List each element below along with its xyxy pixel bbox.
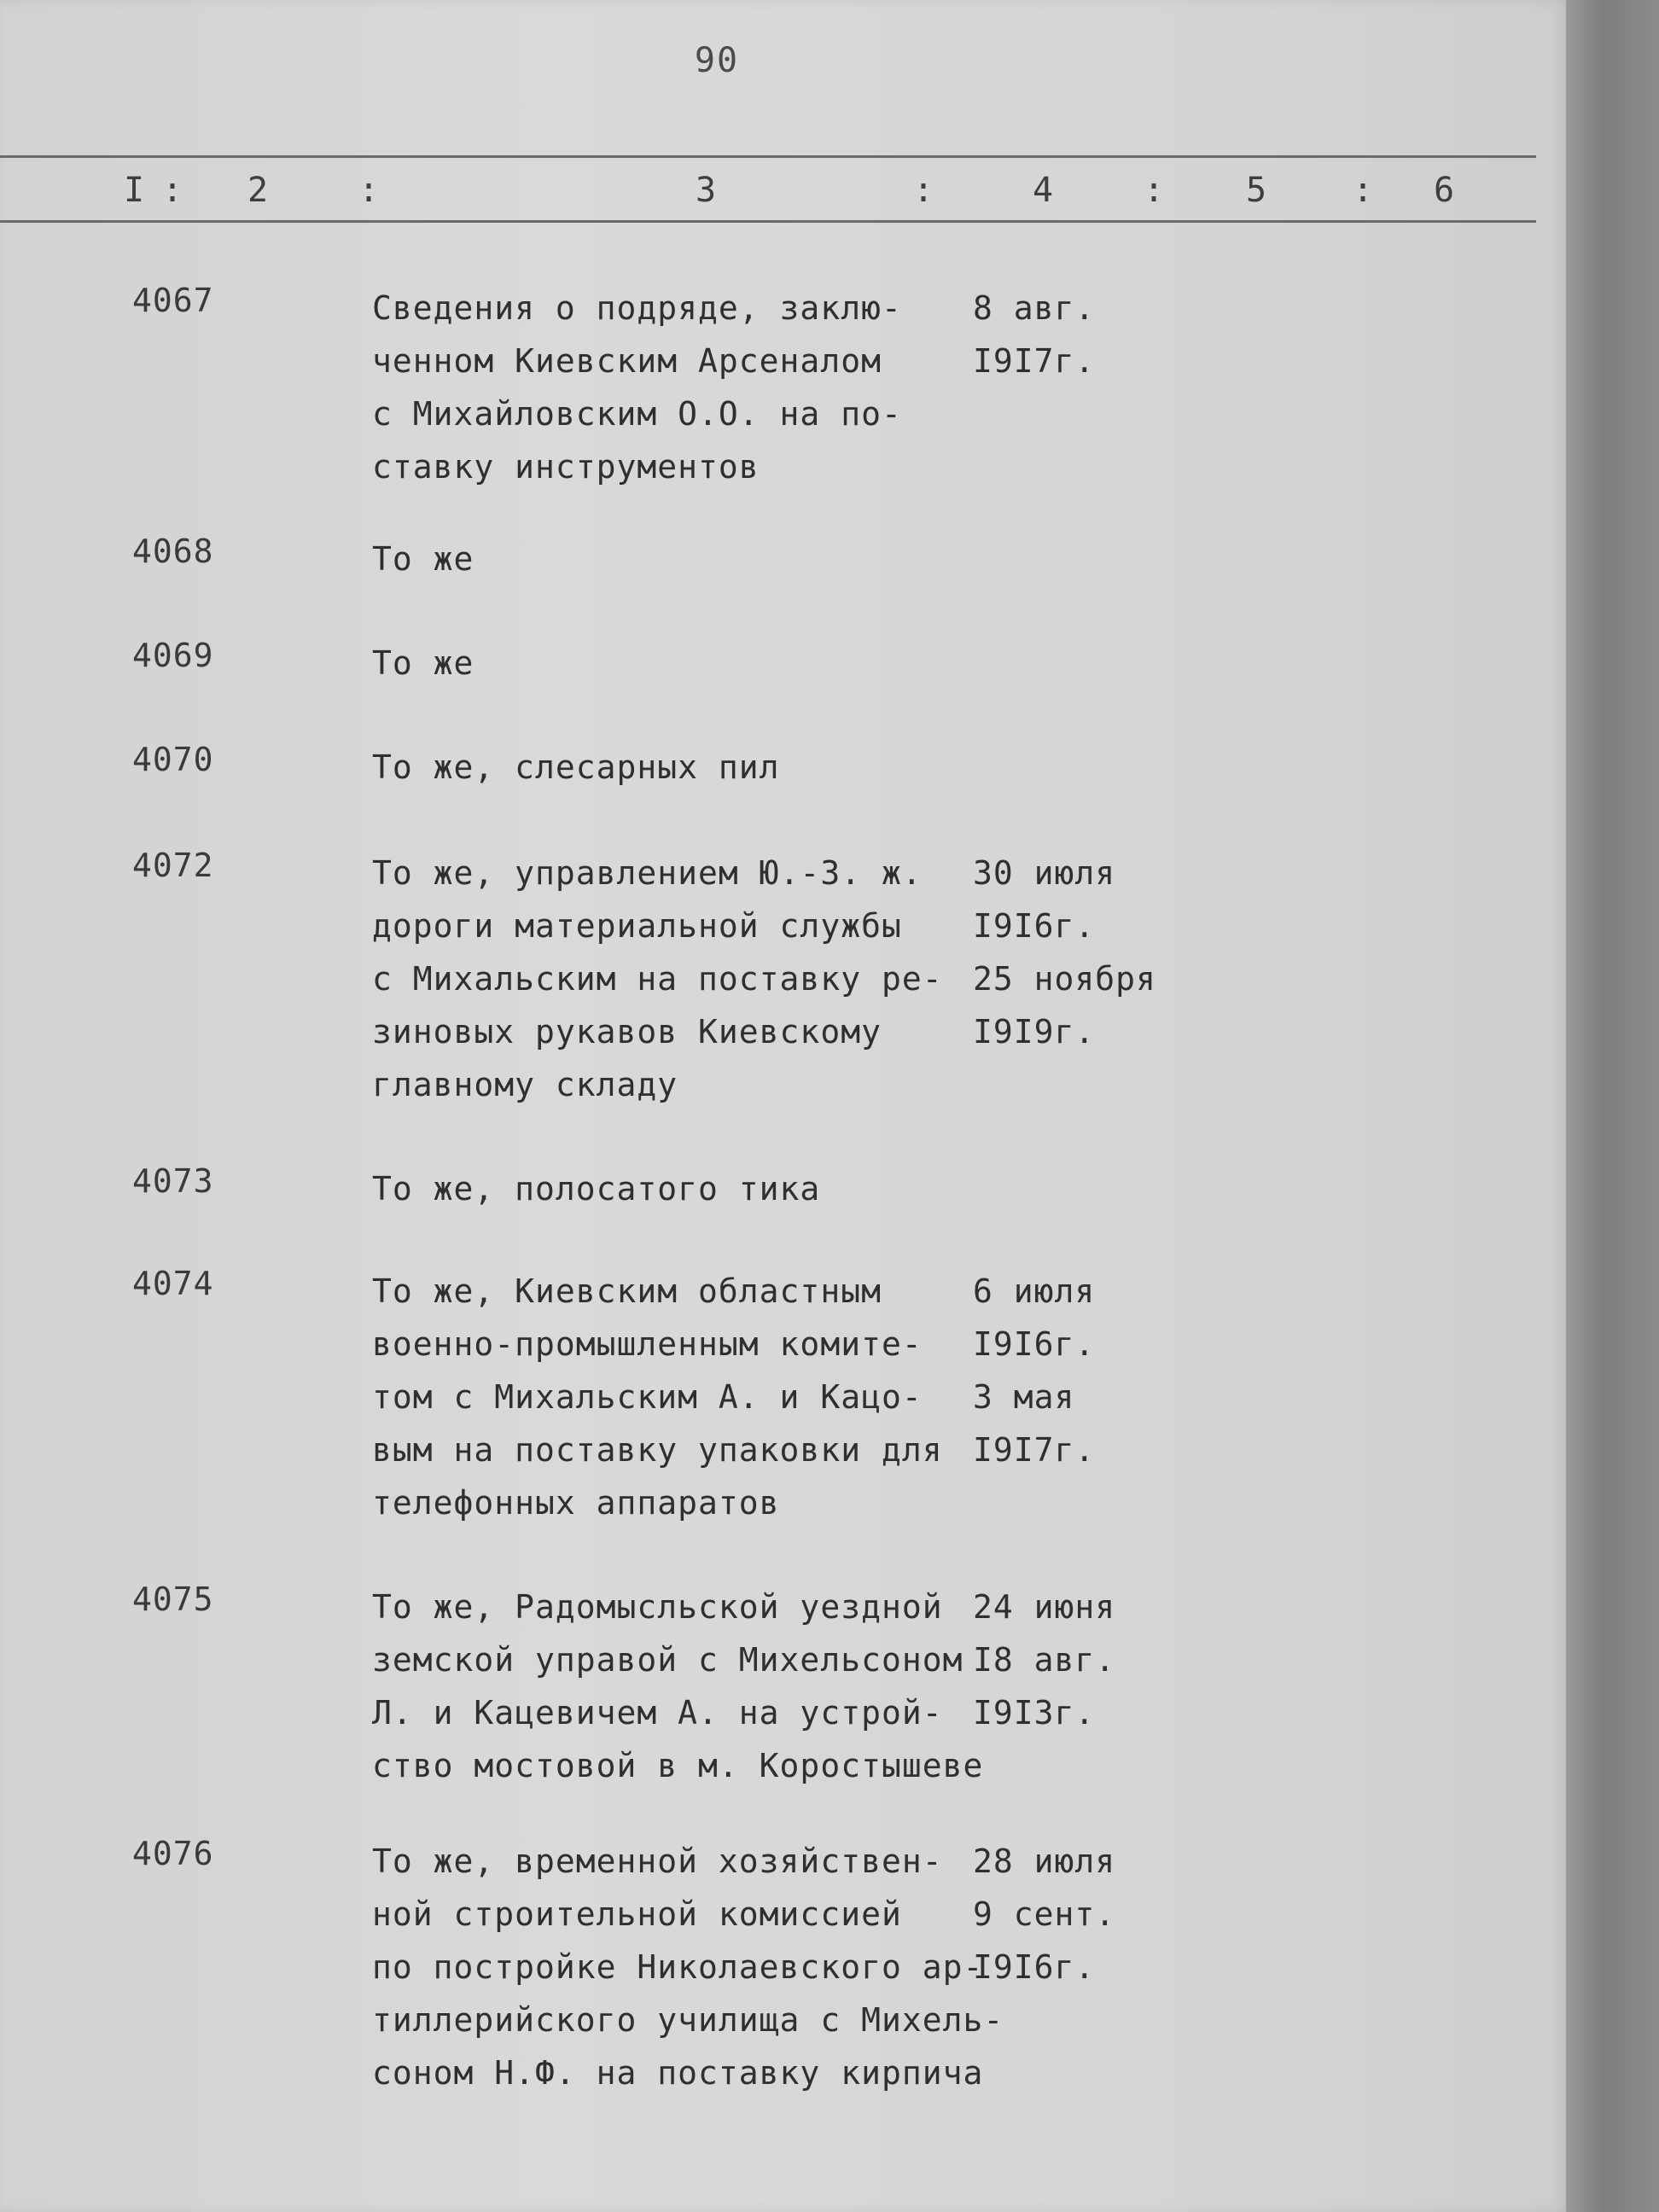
title-line: тиллерийского училища с Михель-: [372, 2001, 1004, 2039]
date-line: I9I7г.: [973, 1431, 1096, 1469]
title-line: ставку инструментов: [372, 448, 760, 486]
title-line: То же: [372, 644, 474, 682]
title-line: То же, полосатого тика: [372, 1170, 821, 1208]
title-line: земской управой с Михельсоном: [372, 1641, 963, 1679]
column-header-3: 3: [696, 171, 717, 210]
title-line: То же: [372, 540, 474, 578]
column-separator: :: [1144, 171, 1165, 210]
title-line: То же, слесарных пил: [372, 748, 780, 786]
title-line: ство мостовой в м. Коростышеве: [372, 1747, 984, 1784]
title-line: вым на поставку упаковки для: [372, 1431, 943, 1469]
title-line: ченном Киевским Арсеналом: [372, 342, 882, 380]
entry-title: [372, 1265, 943, 1529]
column-header-4: 4: [1033, 171, 1054, 210]
title-line: То же, временной хозяйствен-: [372, 1842, 943, 1880]
date-line: I9I9г.: [973, 1013, 1096, 1051]
entry-number: 4074: [132, 1265, 214, 1302]
date-line: 24 июня: [973, 1588, 1116, 1626]
date-line: 9 сент.: [973, 1895, 1116, 1933]
title-line: То же, Радомысльской уездной: [372, 1588, 943, 1626]
date-line: I8 авг.: [973, 1641, 1116, 1679]
page-edge-shadow: [1566, 0, 1659, 2212]
title-line: военно-промышленным комите-: [372, 1325, 923, 1363]
date-line: I9I3г.: [973, 1694, 1096, 1732]
date-line: 8 авг.: [973, 289, 1096, 327]
column-separator: :: [1353, 171, 1374, 210]
entry-title: [372, 741, 780, 794]
date-line: 30 июля: [973, 854, 1116, 892]
entry-number: 4073: [132, 1162, 214, 1200]
page-number: 90: [694, 41, 740, 80]
entry-title: [372, 282, 902, 493]
date-line: 25 ноября: [973, 960, 1156, 998]
entry-dates: [973, 1265, 1095, 1476]
title-line: То же, Киевским областным: [372, 1272, 882, 1310]
entry-dates: [973, 1580, 1115, 1739]
date-line: I9I6г.: [973, 1948, 1096, 1986]
title-line: по постройке Николаевского ар-: [372, 1948, 984, 1986]
column-separator: :: [913, 171, 934, 210]
date-line: 28 июля: [973, 1842, 1116, 1880]
entry-number: 4067: [132, 282, 214, 319]
entry-number: 4068: [132, 533, 214, 570]
title-line: ной строительной комиссией: [372, 1895, 902, 1933]
date-line: 6 июля: [973, 1272, 1096, 1310]
title-line: зиновых рукавов Киевскому: [372, 1013, 882, 1051]
entry-title: [372, 637, 474, 690]
header-bottom-rule: [0, 220, 1536, 223]
entry-title: [372, 533, 474, 585]
entry-number: 4069: [132, 637, 214, 674]
column-header-2: 2: [247, 171, 269, 210]
entry-title: [372, 1835, 1004, 2099]
entry-title: [372, 847, 943, 1111]
column-header-6: 6: [1434, 171, 1455, 210]
title-line: с Михайловским О.О. на по-: [372, 395, 902, 433]
header-top-rule: [0, 155, 1536, 158]
entry-dates: [973, 1835, 1115, 1994]
entry-dates: [973, 847, 1156, 1058]
title-line: том с Михальским А. и Кацо-: [372, 1378, 923, 1416]
column-separator: :: [358, 171, 380, 210]
title-line: с Михальским на поставку ре-: [372, 960, 943, 998]
entry-number: 4070: [132, 741, 214, 778]
column-header-5: 5: [1246, 171, 1267, 210]
entry-title: [372, 1162, 820, 1215]
date-line: 3 мая: [973, 1378, 1075, 1416]
entry-title: [372, 1580, 983, 1792]
title-line: Сведения о подряде, заклю-: [372, 289, 902, 327]
title-line: Л. и Кацевичем А. на устрой-: [372, 1694, 943, 1732]
date-line: I9I6г.: [973, 1325, 1096, 1363]
title-line: соном Н.Ф. на поставку кирпича: [372, 2054, 984, 2092]
column-separator: :: [162, 171, 183, 210]
title-line: главному складу: [372, 1066, 678, 1103]
entry-number: 4072: [132, 847, 214, 884]
entry-dates: [973, 282, 1095, 387]
title-line: дороги материальной службы: [372, 907, 902, 945]
date-line: I9I6г.: [973, 907, 1096, 945]
date-line: I9I7г.: [973, 342, 1096, 380]
column-header-1: I: [124, 171, 145, 210]
title-line: телефонных аппаратов: [372, 1484, 780, 1522]
title-line: То же, управлением Ю.-З. ж.: [372, 854, 923, 892]
entry-number: 4076: [132, 1835, 214, 1872]
entry-number: 4075: [132, 1580, 214, 1618]
